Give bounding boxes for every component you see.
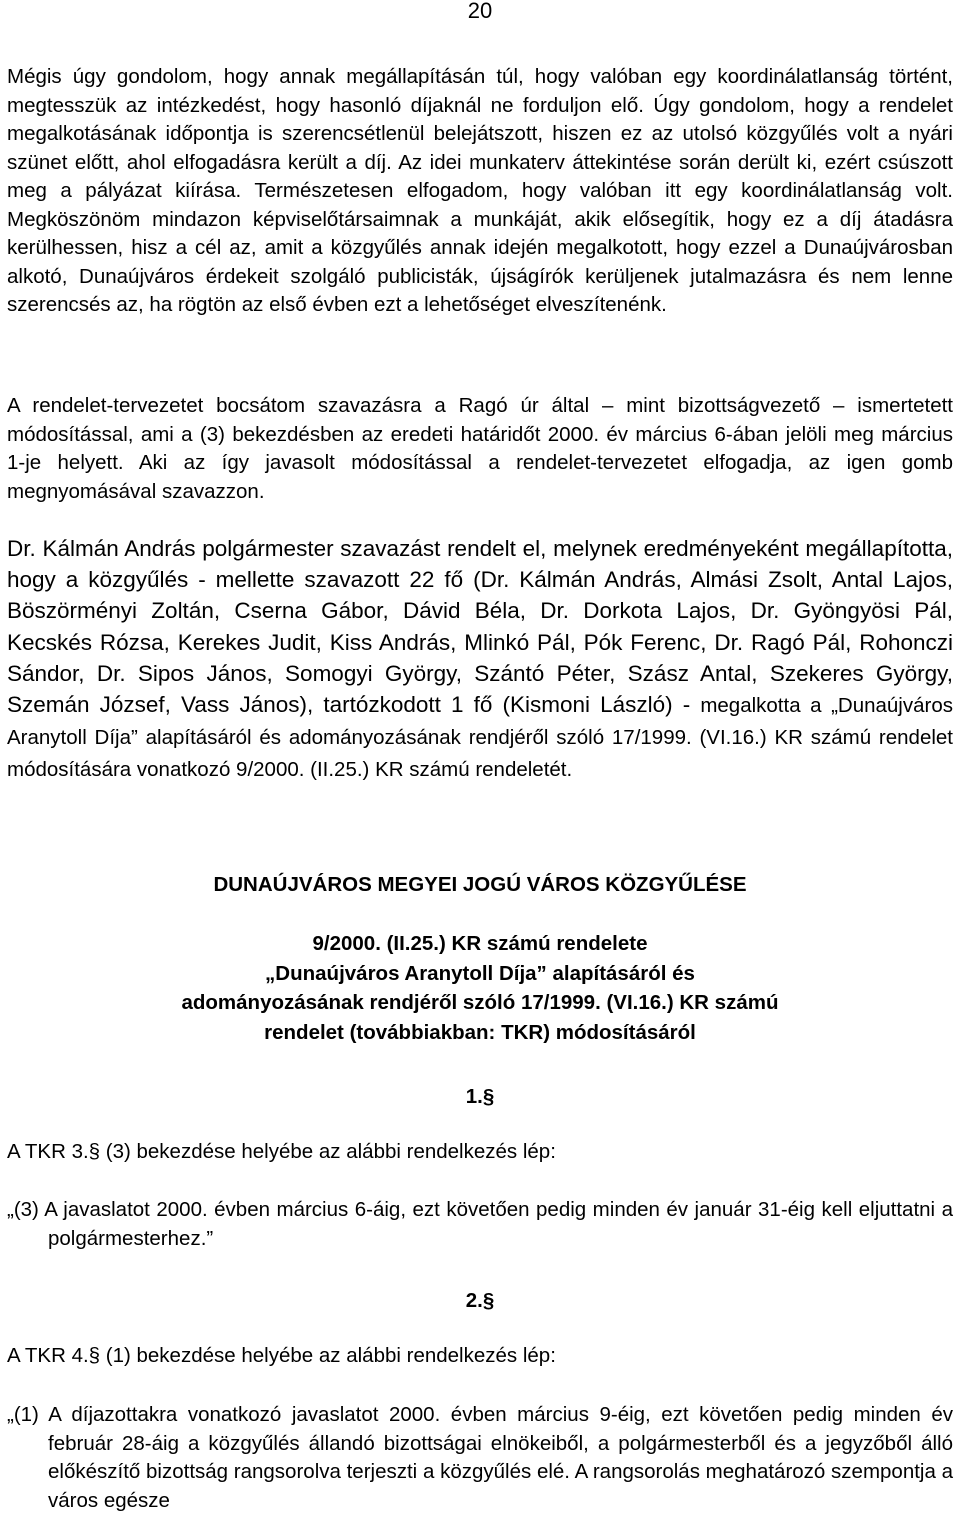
section-1-label: 1.§ — [465, 1085, 495, 1108]
page-number: 20 — [467, 0, 493, 23]
decree-title-line-2: „Dunaújváros Aranytoll Díja” alapításáról és — [265, 961, 695, 985]
decree-title-line-1: 9/2000. (II.25.) KR számú rendelete — [312, 932, 648, 955]
decree-title-line-3: adományozásának rendjéről szóló 17/1999. (VI.16.) KR számú — [181, 991, 779, 1014]
section-2-label: 2.§ — [465, 1289, 495, 1312]
decree-title-line-4: rendelet (továbbiakban: TKR) módosításáról — [264, 1020, 696, 1044]
decree-title — [0, 929, 960, 1047]
section-2-intro: A TKR 4.§ (1) bekezdése helyébe az alábbi rendelkezés lép: — [7, 1344, 556, 1367]
section-2-text: „(1) A díjazottakra vonatkozó javaslatot 2000. évben március 9-éig, ezt követően pedig minden év február 28-áig a közgyűlés állandó bizottságai elnökeiből, a polgármesterből és a jegyzőből álló előkészítő bizottság rangsorolva terjeszti a közgyűlés elé. A rangsorolás meghatározó szempontja a város egésze — [7, 1403, 953, 1512]
heading: DUNAÚJVÁROS MEGYEI JOGÚ VÁROS KÖZGYŰLÉSE — [213, 873, 747, 896]
section-1-text: „(3) A javaslatot 2000. évben március 6-áig, ezt követően pedig minden év január 31-éig kell eljuttatni a polgármesterhez.” — [7, 1198, 953, 1250]
paragraph-3-main: Dr. Kálmán András polgármester szavazást rendelt el, melynek eredményeként megállapította, hogy a közgyűlés - mellette szavazott 22 fő (Dr. Kálmán András, Almási Zsolt, Antal Lajos, Böszörményi Zoltán, Cserna Gábor, Dávid Béla, Dr. Dorkota Lajos, Dr. Gyöngyösi Pál, Kecskés Rózsa, Kerekes Judit, Kiss András, Mlinkó Pál, Pók Ferenc, Dr. Ragó Pál, Rohonczi Sándor, Dr. Sipos János, Somogyi György, Szántó Péter, Szász Antal, Szekeres György, Szemán József, Vass János), tartózkodott 1 fő (Kismoni László) - — [7, 536, 953, 718]
paragraph-2: A rendelet-tervezetet bocsátom szavazásra a Ragó úr által – mint bizottságvezető – ismertetett módosítással, ami a (3) bekezdésben az eredeti határidőt 2000. év március 6-ában jelöli meg március 1-je helyett. Aki az így javasolt módosítással a rendelet-tervezetet elfogadja, az igen gomb megnyomásával szavazzon. — [7, 394, 953, 503]
paragraph-1: Mégis úgy gondolom, hogy annak megállapításán túl, hogy valóban egy koordinálatlanság történt, megtesszük az intézkedést, hogy hasonló díjaknál ne forduljon elő. Úgy gondolom, hogy a rendelet megalkotásának időpontja is szerencsétlenül belejátszott, hiszen ez az utolsó közgyűlés volt a nyári szünet előtt, ahol elfogadásra került a díj. Az idei munkaterv áttekintése során derült ki, ezért csúszott meg a pályázat kiírása. Természetesen elfogadom, hogy valóban itt egy koordinálatlanság volt. Megköszönöm mindazon képviselőtársaimnak a munkáját, akik elősegítik, hogy ez a díj átadásra kerülhessen, hisz a cél az, amit a közgyűlés annak idején megalkotott, hogy ezzel a Dunaújvárosban alkotó, Dunaújváros érdekeit szolgáló publicisták, újságírók kerüljenek jutalmazásra és nem lenne szerencsés az, ha rögtön az első évben ezt a lehetőséget elveszítenénk. — [7, 65, 953, 316]
paragraph-3 — [7, 533, 953, 786]
paragraph-3-tail: megalkotta a „Dunaújváros Aranytoll Díja” alapításáról és adományozásának rendjéről szóló 17/1999. (VI.16.) KR számú rendelet módosítására vonatkozó 9/2000. (II.25.) KR számú rendeletét. — [7, 694, 953, 782]
section-1-intro: A TKR 3.§ (3) bekezdése helyébe az alábbi rendelkezés lép: — [7, 1140, 556, 1163]
